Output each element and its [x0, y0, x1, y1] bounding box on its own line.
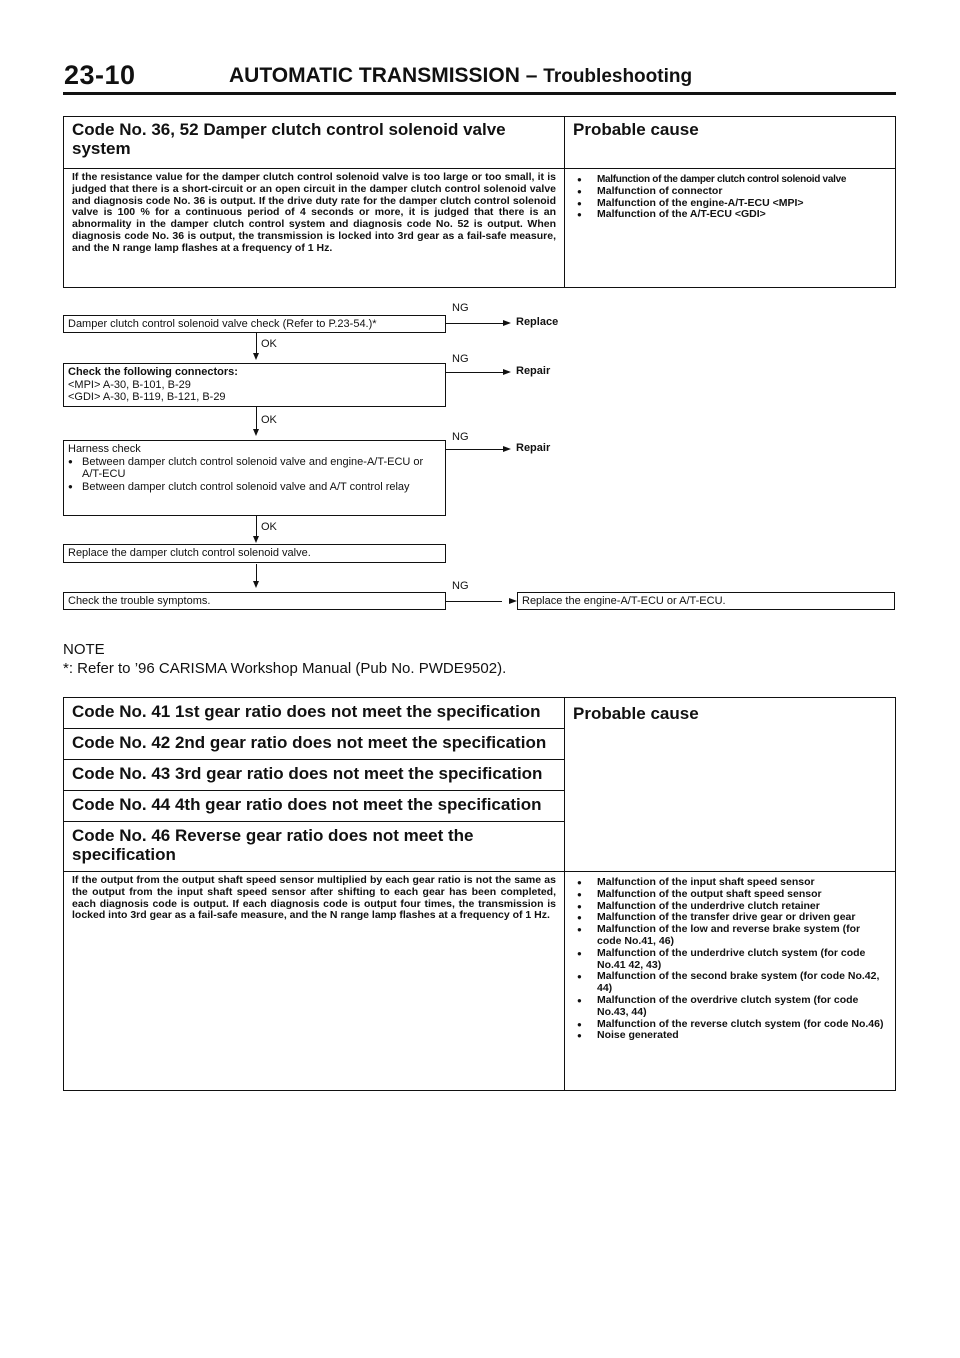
- code-title: Code No. 46 Reverse gear ratio does not meet the specification: [64, 822, 565, 872]
- arrow-down-icon: [253, 353, 259, 360]
- flow-step-replace-ecu: [517, 592, 895, 610]
- note-heading: NOTE: [63, 641, 105, 658]
- ng-connector: [446, 372, 504, 373]
- title-separator: –: [525, 64, 538, 87]
- cause-item: ● Malfunction of the second brake system (for code No.42, 44): [573, 971, 887, 995]
- ng-label: NG: [452, 353, 469, 365]
- subsection-title: Troubleshooting: [543, 66, 693, 87]
- code-title: Code No. 41 1st gear ratio does not meet the specification: [64, 698, 565, 729]
- cause-item: ● Malfunction of the A/T-ECU <GDI>: [573, 209, 887, 221]
- arrow-down-icon: [253, 536, 259, 543]
- cause-item: ● Malfunction of the underdrive clutch system (for code No.41 42, 43): [573, 948, 887, 972]
- cause-item: ● Malfunction of the overdrive clutch system (for code No.43, 44): [573, 995, 887, 1019]
- flow-step-replace-solenoid: [63, 544, 446, 563]
- flow-step-connector-check: [63, 363, 446, 407]
- flow-step-title: Harness check: [68, 443, 141, 455]
- flow-step-line: <MPI> A-30, B-101, B-29: [68, 378, 191, 391]
- arrow-down-icon: [253, 429, 259, 436]
- harness-item: ● Between damper clutch control solenoid valve and A/T control relay: [68, 481, 441, 494]
- flow-step-check-symptoms: [63, 592, 446, 610]
- cause-item: ● Noise generated: [573, 1030, 887, 1042]
- cause-item: ● Malfunction of the input shaft speed sensor: [573, 877, 887, 889]
- code-title: Code No. 43 3rd gear ratio does not meet the specification: [64, 760, 565, 791]
- code-title: Code No. 36, 52 Damper clutch control solenoid valve system: [64, 117, 565, 169]
- probable-cause-cell: [565, 872, 896, 1091]
- page-number: 23-10: [64, 60, 136, 90]
- code-title: Code No. 44 4th gear ratio does not meet the specification: [64, 791, 565, 822]
- ok-label: OK: [261, 338, 277, 350]
- flow-step-text: Replace the engine-A/T-ECU or A/T-ECU.: [522, 595, 726, 607]
- arrow-right-icon: [503, 369, 511, 375]
- code-title: Code No. 42 2nd gear ratio does not meet the specification: [64, 729, 565, 760]
- ng-connector: [446, 601, 502, 602]
- ng-label: NG: [452, 302, 469, 314]
- code-36-52-table: [63, 116, 896, 288]
- ok-connector: [256, 333, 257, 354]
- probable-cause-heading: Probable cause: [565, 117, 896, 169]
- code-41-46-table: [63, 697, 896, 1091]
- harness-item: ● Between damper clutch control solenoid valve and engine-A/T-ECU or A/T-ECU: [68, 456, 441, 481]
- flow-action: Replace: [516, 316, 559, 328]
- note-text: *: Refer to ’96 CARISMA Workshop Manual (Pub No. PWDE9502).: [63, 660, 507, 677]
- ok-connector: [256, 516, 257, 537]
- harness-item-list: [68, 456, 441, 494]
- flow-action: Repair: [516, 365, 551, 377]
- flow-step-text: Check the trouble symptoms.: [68, 595, 211, 607]
- cause-item: ● Malfunction of the damper clutch control solenoid valve: [573, 174, 887, 186]
- header-rule: [63, 92, 896, 95]
- arrow-right-icon: [509, 598, 517, 604]
- ng-label: NG: [452, 580, 469, 592]
- cause-list: [573, 877, 887, 1042]
- section-title: AUTOMATIC TRANSMISSION: [229, 64, 520, 87]
- cause-item: ● Malfunction of the underdrive clutch retainer: [573, 901, 887, 913]
- ng-label: NG: [452, 431, 469, 443]
- ng-connector: [446, 323, 504, 324]
- probable-cause-cell: [565, 169, 896, 288]
- cause-item: ● Malfunction of the output shaft speed sensor: [573, 889, 887, 901]
- probable-cause-heading: Probable cause: [565, 698, 896, 872]
- connector: [256, 564, 257, 582]
- page-title: [229, 64, 692, 88]
- ok-label: OK: [261, 414, 277, 426]
- cause-item: ● Malfunction of the engine-A/T-ECU <MPI>: [573, 198, 887, 210]
- cause-item: ● Malfunction of the reverse clutch system (for code No.46): [573, 1019, 887, 1031]
- flow-step-harness-check: [63, 440, 446, 516]
- flow-step-text: Damper clutch control solenoid valve check (Refer to P.23-54.)*: [68, 318, 377, 330]
- flow-step-line: <GDI> A-30, B-119, B-121, B-29: [68, 391, 226, 403]
- cause-item: ● Malfunction of the transfer drive gear or driven gear: [573, 912, 887, 924]
- flow-step-text: Replace the damper clutch control solenoid valve.: [68, 547, 311, 559]
- code-description: If the output from the output shaft speed sensor multiplied by each gear ratio is not the same as the output from the input shaft speed sensor after shifting to each gear has been completed, each diagnosis code is output. If each diagnosis code is output four times, the transmission is locked into 3rd gear as a fail-safe measure, and the N range lamp flashes at a frequency of 1 Hz.: [64, 872, 565, 1091]
- cause-item: ● Malfunction of connector: [573, 186, 887, 198]
- ok-connector: [256, 407, 257, 430]
- code-description: If the resistance value for the damper clutch control solenoid valve is too large or too small, it is judged that there is a short-circuit or an open circuit in the damper clutch control solenoid valve and diagnosis code No. 36 is output. If the drive duty rate for the damper clutch control solenoid valve is 100 % for a continuous period of 4 seconds or more, it is judged that there is an abnormality in the damper clutch control system and diagnosis code No. 52 is output. When diagnosis code No. 36 is output, the transmission is locked into 3rd gear as a fail-safe measure, and the N range lamp flashes at a frequency of 1 Hz.: [64, 169, 565, 288]
- flow-step-title: Check the following connectors:: [68, 366, 238, 378]
- ok-label: OK: [261, 521, 277, 533]
- arrow-right-icon: [503, 446, 511, 452]
- ng-connector: [446, 449, 504, 450]
- cause-list: [573, 174, 887, 221]
- flow-action: Repair: [516, 442, 551, 454]
- flow-step-solenoid-check: [63, 315, 446, 333]
- cause-item: ● Malfunction of the low and reverse brake system (for code No.41, 46): [573, 924, 887, 948]
- arrow-right-icon: [503, 320, 511, 326]
- arrow-down-icon: [253, 581, 259, 588]
